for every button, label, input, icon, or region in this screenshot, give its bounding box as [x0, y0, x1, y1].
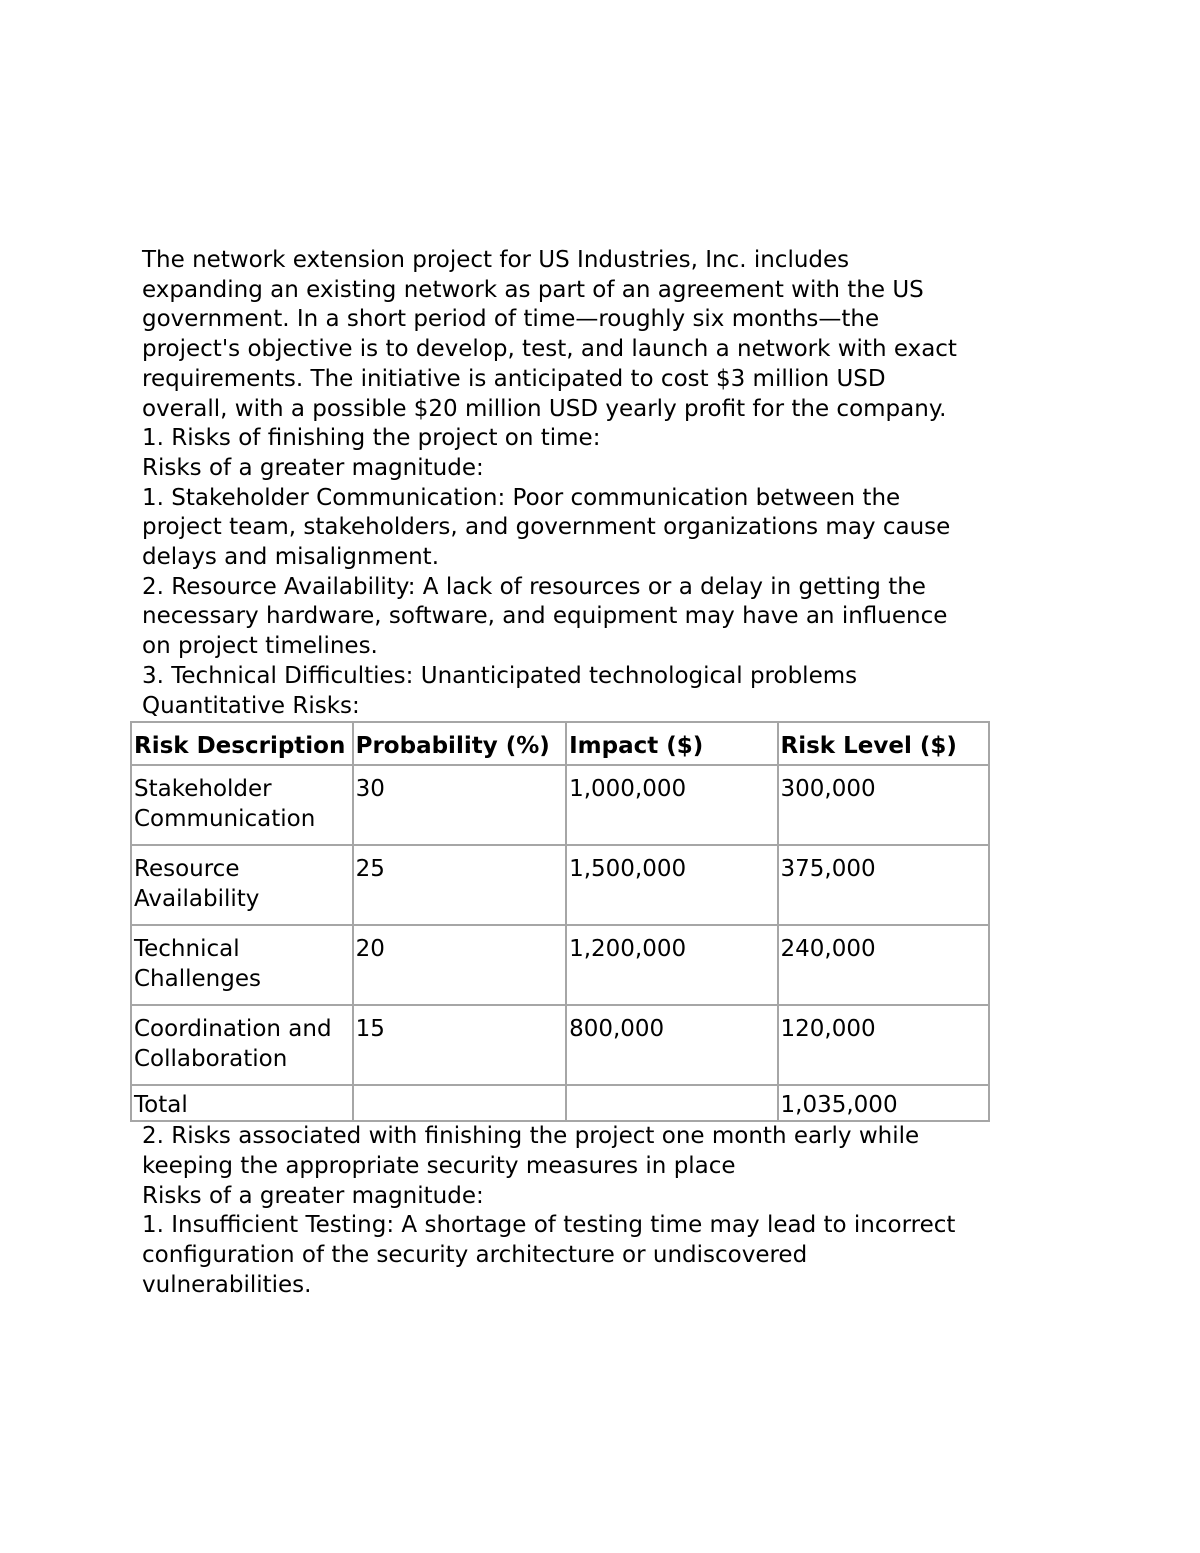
cell-impact: 1,500,000: [566, 845, 777, 925]
section1-line: necessary hardware, software, and equipment may have an influence: [142, 603, 948, 630]
section2-line: configuration of the security architecture or undiscovered: [142, 1242, 808, 1269]
cell-risk-level: 120,000: [778, 1005, 989, 1085]
section1-heading: 1. Risks of finishing the project on time:: [142, 425, 601, 452]
section1-line: 2. Resource Availability: A lack of resources or a delay in getting the: [142, 573, 926, 600]
section2-line: keeping the appropriate security measures in place: [142, 1152, 736, 1179]
cell-risk-description: Resource Availability: [131, 845, 353, 925]
total-label: Total: [131, 1085, 353, 1121]
quantitative-risks-label: Quantitative Risks:: [142, 692, 360, 719]
total-risk-level: 1,035,000: [778, 1085, 989, 1121]
intro-line: expanding an existing network as part of an agreement with the US: [142, 276, 924, 303]
section1-subheading: Risks of a greater magnitude:: [142, 454, 484, 481]
table-row: [131, 765, 989, 845]
section2-line: 2. Risks associated with finishing the project one month early while: [142, 1123, 920, 1150]
cell-risk-description: Coordination and Collaboration: [131, 1005, 353, 1085]
section2-line: vulnerabilities.: [142, 1271, 312, 1298]
total-probability: [353, 1085, 566, 1121]
intro-line: government. In a short period of time—roughly six months—the: [142, 306, 880, 333]
cell-probability: 20: [353, 925, 566, 1005]
header-probability: Probability (%): [353, 722, 566, 765]
cell-risk-description: Technical Challenges: [131, 925, 353, 1005]
intro-line: The network extension project for US Industries, Inc. includes: [142, 247, 850, 273]
total-impact: [566, 1085, 777, 1121]
intro-line: requirements. The initiative is anticipated to cost $3 million USD: [142, 365, 886, 392]
section1-line: on project timelines.: [142, 633, 378, 660]
table-total-row: [131, 1085, 989, 1121]
intro-line: overall, with a possible $20 million USD yearly profit for the company.: [142, 395, 947, 422]
cell-risk-description: Stakeholder Communication: [131, 765, 353, 845]
risk-table: [130, 721, 990, 1122]
table-row: [131, 1005, 989, 1085]
cell-probability: 15: [353, 1005, 566, 1085]
cell-risk-level: 240,000: [778, 925, 989, 1005]
cell-impact: 800,000: [566, 1005, 777, 1085]
cell-probability: 25: [353, 845, 566, 925]
table-header-row: [131, 722, 989, 765]
cell-probability: 30: [353, 765, 566, 845]
header-risk-description: Risk Description: [131, 722, 353, 765]
document-body: [134, 246, 1072, 1300]
header-risk-level: Risk Level ($): [778, 722, 989, 765]
cell-impact: 1,000,000: [566, 765, 777, 845]
cell-impact: 1,200,000: [566, 925, 777, 1005]
header-impact: Impact ($): [566, 722, 777, 765]
section1-line: 3. Technical Difficulties: Unanticipated technological problems: [142, 662, 858, 689]
section1-line: project team, stakeholders, and government organizations may cause: [142, 514, 951, 541]
section1-line: 1. Stakeholder Communication: Poor communication between the: [142, 484, 901, 511]
section1-line: delays and misalignment.: [142, 544, 440, 571]
cell-risk-level: 375,000: [778, 845, 989, 925]
table-row: [131, 925, 989, 1005]
section2-line: Risks of a greater magnitude:: [142, 1182, 484, 1209]
intro-line: project's objective is to develop, test, and launch a network with exact: [142, 336, 957, 363]
cell-risk-level: 300,000: [778, 765, 989, 845]
section2-line: 1. Insufficient Testing: A shortage of testing time may lead to incorrect: [142, 1212, 956, 1239]
table-row: [131, 845, 989, 925]
